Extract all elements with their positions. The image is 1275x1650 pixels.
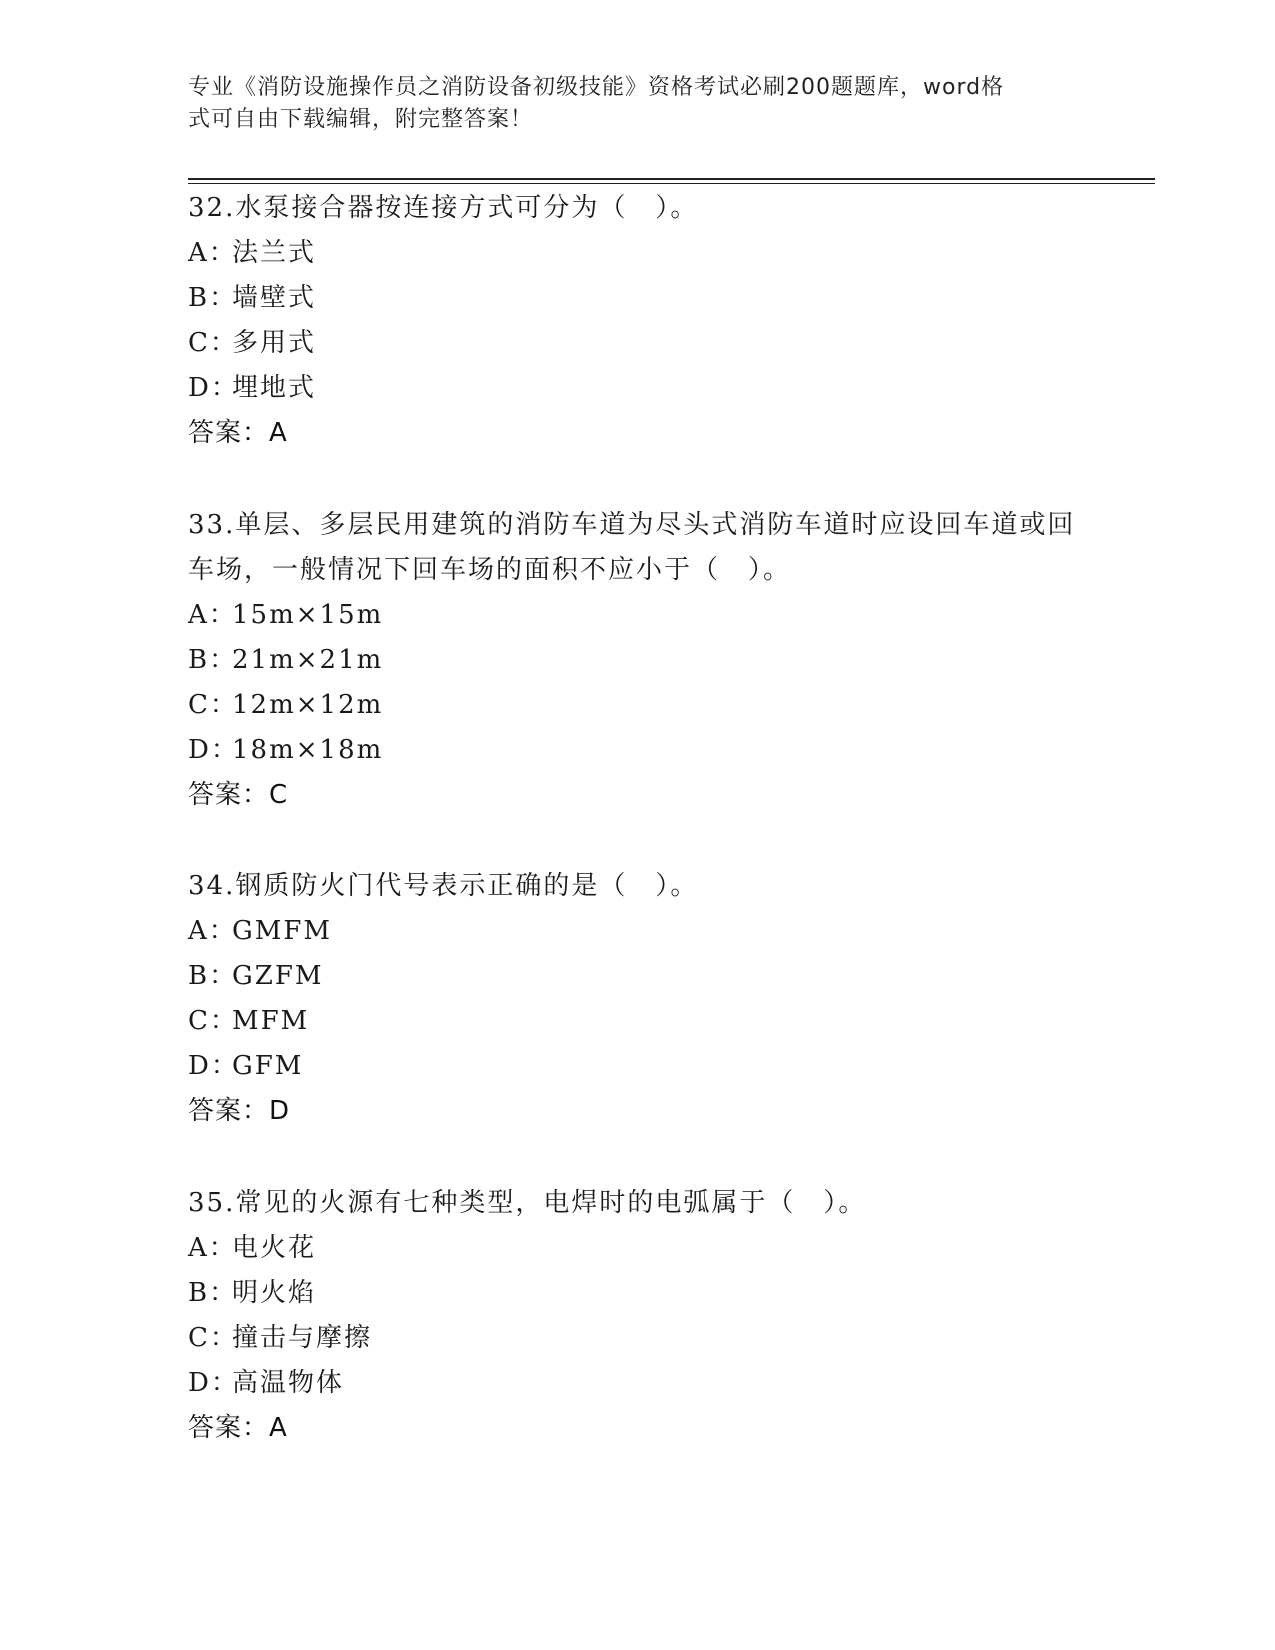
option-label: B： <box>188 961 238 991</box>
option-text: GZFM <box>232 961 324 991</box>
option-c <box>188 999 1088 1044</box>
option-b <box>188 954 1088 999</box>
option-label: B： <box>188 283 238 313</box>
header-line-2: 式可自由下载编辑，附完整答案！ <box>188 107 534 132</box>
option-a <box>188 231 1088 276</box>
option-label: B： <box>188 645 238 675</box>
option-b <box>188 276 1088 321</box>
option-b <box>188 1271 1088 1316</box>
option-text: 电火花 <box>232 1233 317 1263</box>
option-d <box>188 366 1088 411</box>
option-d <box>188 1361 1088 1406</box>
option-a <box>188 1226 1088 1271</box>
question-stem: 33.单层、多层民用建筑的消防车道为尽头式消防车道时应设回车道或回车场，一般情况下回车场的面积不应小于（ ）。 <box>188 510 1076 585</box>
question-32 <box>188 186 1088 456</box>
option-text: 21m×21m <box>232 645 384 675</box>
option-label: D： <box>188 1368 239 1398</box>
option-label: D： <box>188 735 239 765</box>
question-stem: 34.钢质防火门代号表示正确的是（ ）。 <box>188 871 699 901</box>
option-label: A： <box>188 1233 237 1263</box>
option-c <box>188 321 1088 366</box>
header-line-1: 专业《消防设施操作员之消防设备初级技能》资格考试必刷200题题库，word格 <box>188 75 1005 100</box>
answer-line: 答案：A <box>188 1413 288 1443</box>
option-text: 高温物体 <box>232 1368 345 1398</box>
answer-line: 答案：D <box>188 1096 291 1126</box>
option-d <box>188 728 1088 773</box>
option-label: D： <box>188 373 239 403</box>
option-label: A： <box>188 238 237 268</box>
option-d <box>188 1044 1088 1089</box>
option-text: 撞击与摩擦 <box>232 1323 373 1353</box>
option-text: MFM <box>232 1006 310 1036</box>
option-text: 墙壁式 <box>232 283 317 313</box>
option-text: 多用式 <box>232 328 317 358</box>
option-label: C： <box>188 1006 238 1036</box>
answer-line: 答案：A <box>188 418 288 448</box>
option-label: A： <box>188 916 237 946</box>
option-c <box>188 1316 1088 1361</box>
question-stem: 32.水泵接合器按连接方式可分为（ ）。 <box>188 193 699 223</box>
option-label: C： <box>188 1323 238 1353</box>
header-divider-thick <box>188 178 1155 180</box>
question-33 <box>188 503 1088 818</box>
option-b <box>188 638 1088 683</box>
option-text: 12m×12m <box>232 690 384 720</box>
option-label: A： <box>188 600 237 630</box>
question-35 <box>188 1181 1088 1451</box>
option-text: 埋地式 <box>232 373 317 403</box>
option-label: C： <box>188 328 238 358</box>
option-c <box>188 683 1088 728</box>
option-text: 15m×15m <box>232 600 384 630</box>
header-divider-thin <box>188 183 1155 184</box>
question-34 <box>188 864 1088 1134</box>
option-text: GFM <box>232 1051 304 1081</box>
option-text: 法兰式 <box>232 238 317 268</box>
option-text: GMFM <box>232 916 333 946</box>
question-stem: 35.常见的火源有七种类型，电焊时的电弧属于（ ）。 <box>188 1188 867 1218</box>
option-label: D： <box>188 1051 239 1081</box>
option-text: 明火焰 <box>232 1278 317 1308</box>
option-text: 18m×18m <box>232 735 384 765</box>
option-a <box>188 909 1088 954</box>
document-header <box>188 72 1068 136</box>
answer-line: 答案：C <box>188 780 289 810</box>
option-a <box>188 593 1088 638</box>
option-label: B： <box>188 1278 238 1308</box>
option-label: C： <box>188 690 238 720</box>
